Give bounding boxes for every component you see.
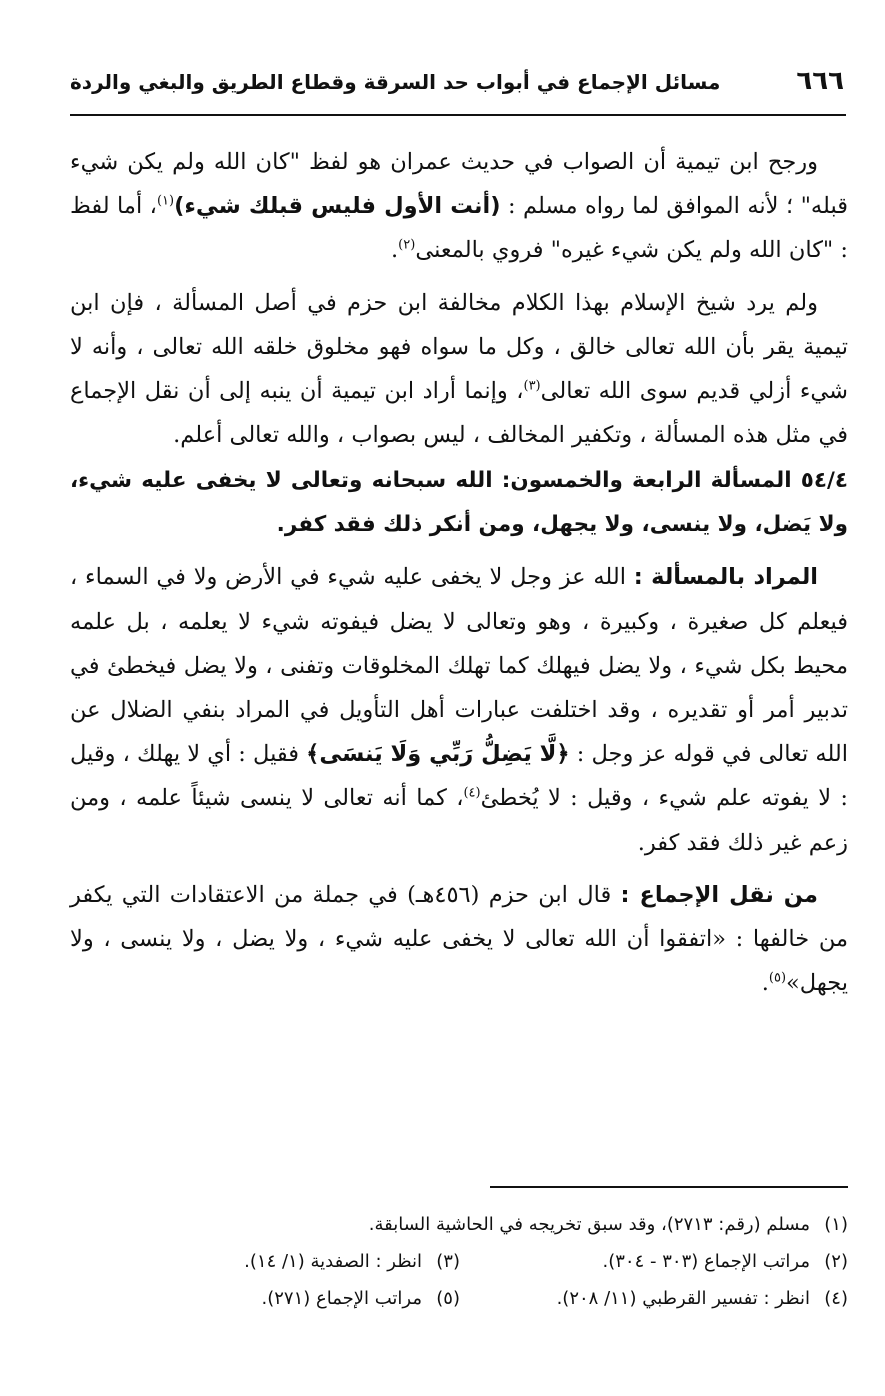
footnote-text: مراتب الإجماع (٣٠٣ - ٣٠٤). bbox=[602, 1251, 810, 1272]
text-run: . bbox=[391, 237, 399, 264]
text-run: ورجح ابن تيمية أن الصواب في حديث عمران هو لفظ "كان الله ولم يكن شيء قبله" ؛ لأنه الموافق لما رواه مسلم : bbox=[70, 149, 848, 220]
paragraph-ibn-taymiyya-preference bbox=[70, 140, 848, 273]
footnote-number: (٥) bbox=[436, 1288, 460, 1309]
footnote-number: (٢) bbox=[824, 1251, 848, 1272]
paragraph-sheikh-al-islam bbox=[70, 281, 848, 458]
footnote-1 bbox=[369, 1206, 848, 1243]
section-lead-meaning: المراد بالمسألة : bbox=[633, 564, 818, 591]
footnote-text: مراتب الإجماع (٢٧١). bbox=[261, 1288, 422, 1309]
footnote-text: انظر : الصفدية (١/ ١٤). bbox=[244, 1251, 422, 1272]
footnotes bbox=[70, 1206, 848, 1317]
text-run: ولم يرد شيخ الإسلام بهذا الكلام مخالفة ابن حزم في أصل المسألة ، فإن ابن تيمية يقر بأن الله تعالى خالق ، وكل ما سواه فهو مخلوق خلقه الله تعالى ، وأنه لا شيء أزلي قديم سوى الله تعالى bbox=[70, 289, 849, 405]
footnote-2 bbox=[460, 1243, 848, 1280]
footnote-ref-4: (٤) bbox=[463, 785, 481, 801]
footnote-number: (٣) bbox=[436, 1251, 460, 1272]
footnote-separator bbox=[490, 1186, 848, 1188]
footnote-3 bbox=[244, 1243, 460, 1280]
main-text bbox=[70, 140, 848, 1005]
footnote-text: مسلم (رقم: ٢٧١٣)، وقد سبق تخريجه في الحاشية السابقة. bbox=[368, 1214, 810, 1235]
footnote-line bbox=[70, 1243, 848, 1280]
footnote-ref-5: (٥) bbox=[768, 970, 787, 986]
section-lead-consensus: من نقل الإجماع : bbox=[620, 881, 818, 908]
footnote-number: (٤) bbox=[824, 1288, 848, 1309]
quran-verse: ﴿لَّا يَضِلُّ رَبِّي وَلَا يَنسَى﴾ bbox=[306, 741, 570, 768]
issue-heading-54: ٥٤/٤ المسألة الرابعة والخمسون: الله سبحانه وتعالى لا يخفى عليه شيء، ولا يَضل، ولا ينسى، ولا يجهل، ومن أنكر ذلك فقد كفر. bbox=[70, 468, 848, 538]
running-title: مسائل الإجماع في أبواب حد السرقة وقطاع الطريق والبغي والردة bbox=[70, 70, 721, 94]
footnote-ref-3: (٣) bbox=[523, 378, 541, 394]
hadith-quote: (أنت الأول فليس قبلك شيء) bbox=[174, 193, 501, 220]
text-run: فقيل : أي لا يهلك ، وقيل : لا يفوته علم شيء ، وقيل : لا يُخطئ bbox=[70, 741, 848, 812]
paragraph-meaning-of-issue bbox=[70, 555, 848, 864]
footnote-ref-1: (١) bbox=[156, 193, 175, 209]
text-run: . bbox=[761, 970, 769, 997]
footnote-text: انظر : تفسير القرطبي (١١/ ٢٠٨). bbox=[556, 1288, 810, 1309]
text-run: الله عز وجل لا يخفى عليه شيء في الأرض ولا في السماء ، فيعلم كل صغيرة ، وكبيرة ، وهو وتعالى لا يضل فيفوته شيء لا يعلمه ، بل علمه محيط بكل شيء ، ولا يضل فيهلك كما تهلك المخلوقات وتفنى ، ولا يضل فيخطئ في تدبير أمر أو تقديره ، وقد اختلفت عبارات أهل التأويل في المراد بنفي الضلال عن الله تعالى في قوله عز وجل : bbox=[70, 564, 848, 768]
footnote-line bbox=[70, 1206, 848, 1243]
paragraph-consensus-transmitters bbox=[70, 873, 848, 1006]
footnote-5 bbox=[261, 1280, 460, 1317]
text-run: ، أما لفظ : "كان الله ولم يكن شيء غيره" فروي بالمعنى bbox=[70, 193, 848, 264]
footnote-number: (١) bbox=[824, 1214, 848, 1235]
text-run: قال ابن حزم (٤٥٦هـ) في جملة من الاعتقادات التي يكفر من خالفها : «اتفقوا أن الله تعالى لا يخفى عليه شيء ، ولا يضل ، ولا ينسى ، ولا يجهل» bbox=[70, 881, 848, 997]
footnote-line bbox=[70, 1280, 848, 1317]
page-number: ٦٦٦ bbox=[796, 66, 844, 96]
text-run: ، وإنما أراد ابن تيمية أن ينبه إلى أن نقل الإجماع في مثل هذه المسألة ، وتكفير المخالف ، ليس بصواب ، والله تعالى أعلم. bbox=[70, 378, 848, 449]
footnote-ref-2: (٢) bbox=[398, 237, 416, 253]
page-header bbox=[70, 62, 846, 116]
footnote-4 bbox=[460, 1280, 848, 1317]
text-run: ، كما أنه تعالى لا ينسى شيئاً علمه ، ومن زعم غير ذلك فقد كفر. bbox=[70, 785, 848, 856]
